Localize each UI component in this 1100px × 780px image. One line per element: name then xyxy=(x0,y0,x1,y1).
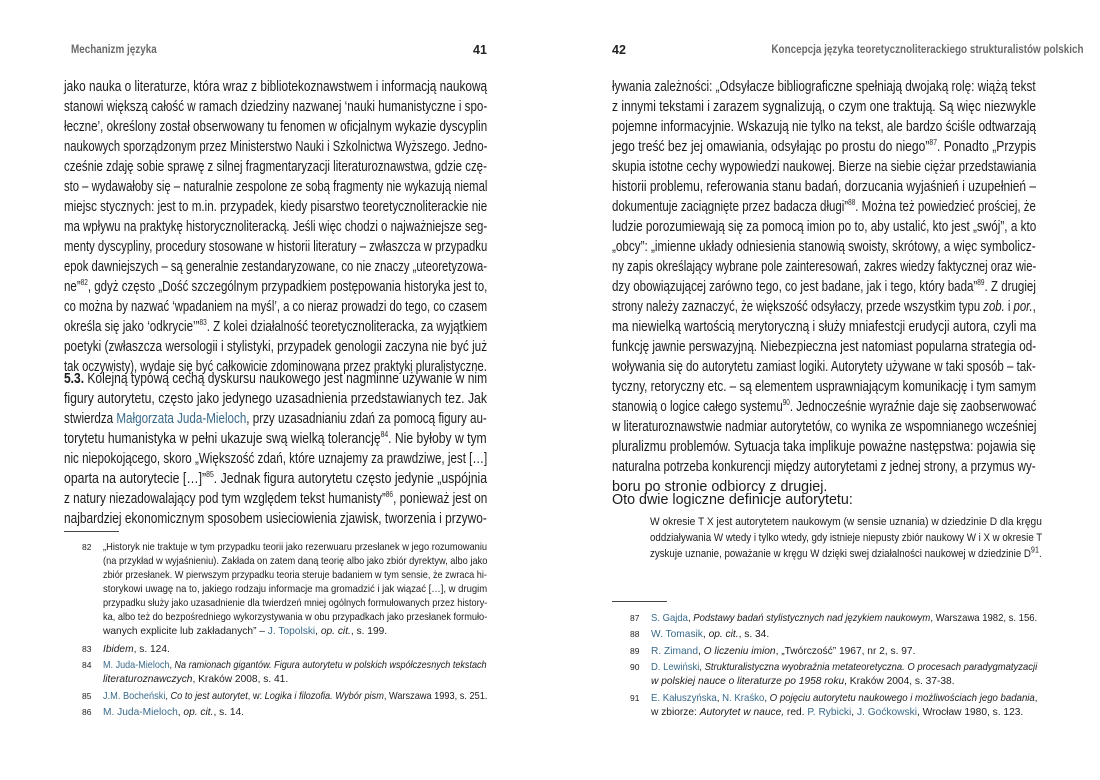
footnote-number: 86 xyxy=(82,707,92,717)
footnote-line: J.M. Bocheński, Co to jest autorytet, w: Logika i filozofia. Wybór pism, Warszawa 1993, s. 251. xyxy=(103,691,488,702)
quote-line: oddziaływania W wtedy i tylko wtedy, gdy istnieje niepusty zbiór naukowy W i X w okresie T xyxy=(650,532,1043,544)
footnote-line: storykowi uwagę na to, jakiego rodzaju informacje ma gromadzić i jak wiązać […], w drugim xyxy=(103,584,488,595)
quote-line: zyskuje uznanie, poważanie w kręgu W dzięki swej działalności naukowej w dziedzinie $D^{91}$. xyxy=(650,545,1042,560)
body-line: ne”$^{82}$, gdyż często „Dość szczególnym przypadkiem postępowania historyka jest to, xyxy=(64,278,488,295)
body-line: figury autorytetu, często jako jedynego uzasadnienia przedstawianych tez. Jak xyxy=(64,391,487,407)
footnote-ref-85[interactable]: 85 xyxy=(206,470,214,480)
footnote-ref-89[interactable]: 89 xyxy=(977,278,985,288)
body-line: funkcję jawnie perswazyjną. Niebezpieczna jest natomiast popularna strategia od- xyxy=(612,339,1037,355)
footnote-ref-88[interactable]: 88 xyxy=(848,198,856,208)
footnote-line: (na przykład w wyjaśnieniu). Zakłada on zatem daną teorię albo jako zbiór dyrektyw, albo jako xyxy=(103,556,488,567)
footnote-line: R. Zimand, O liczeniu imion, „Twórczość” 1967, nr 2, s. 97. xyxy=(651,646,916,657)
footnote-number: 89 xyxy=(630,646,640,656)
body-line: oparta na autorytecie […]”$^{85}$. Jednak figura autorytetu często jedynie „uspójnia xyxy=(64,470,488,487)
footnote-line: D. Lewiński, Strukturalistyczna wyobraźnia metateoretyczna. O procesach paradygmatyzacji xyxy=(651,662,1038,673)
footnote-line: w polskiej nauce o literaturze po 1958 roku, Kraków 2004, s. 37-38. xyxy=(651,676,955,687)
body-line: jako nauka o literaturze, która wraz z bibliotekoznawstwem i informacją naukową xyxy=(64,79,488,95)
body-line: stwierdza Małgorzata Juda-Mieloch, przy uzasadnianiu zdań za pomocą figury au- xyxy=(64,411,487,427)
footnote-divider xyxy=(64,531,119,532)
quote-line: W okresie T X jest autorytetem naukowym (w sensie uznania) w dziedzinie D dla kręgu xyxy=(650,516,1042,528)
author-link[interactable]: Małgorzata Juda-Mieloch xyxy=(116,411,247,427)
footnote-line: M. Juda-Mieloch, Na ramionach gigantów. Figura autorytetu w polskich współczesnych tekstach xyxy=(103,660,487,671)
footnote-number: 82 xyxy=(82,542,92,552)
footnote-number: 85 xyxy=(82,691,92,701)
body-line: cześnie zdaję sobie sprawę z silnej fragmentaryzacji literaturoznawstwa, gdzie czę- xyxy=(64,159,487,175)
footnote-ref-83[interactable]: 83 xyxy=(199,318,207,328)
author-link[interactable]: W. Tomasik xyxy=(651,629,703,640)
body-line: pluralizmu problemów. Sytuacja taka implikuje poważne następstwa: pojawia się xyxy=(612,439,1036,455)
running-head-right: Koncepcja języka teoretycznoliterackiego strukturalistów polskich xyxy=(771,44,1084,56)
body-line: z natury niezadowalający pod tym względem tekst humanisty”$^{86}$, ponieważ jest on xyxy=(64,490,488,507)
footnote-line: W. Tomasik, op. cit., s. 34. xyxy=(651,629,770,640)
footnote-line: przypadku służy jako uzasadnienie dla twierdzeń mniej ogólnych formułowanych przez history- xyxy=(103,598,488,609)
footnote-number: 83 xyxy=(82,644,92,654)
body-line: ma niewielką wartością merytoryczną i służy mniafestcji erudycji autora, czyli ma xyxy=(612,319,1037,335)
body-line: w literaturoznawstwie nadmiar autorytetów, co wynika ze wspomnianego wcześniej xyxy=(612,419,1037,435)
body-line: ludzie porozumiewają się za pomocą imion po to, aby ustalić, kto jest „swój”, a kto xyxy=(612,219,1037,235)
footnote-ref-82[interactable]: 82 xyxy=(80,278,88,288)
footnote-divider xyxy=(612,601,667,602)
body-line: stanowi większą całość w ramach dziedziny nazwanej ‘nauki humanistyczne i spo- xyxy=(64,99,488,115)
body-line: „obcy”: „imienne układy odniesienia stanowią swoisty, skrótowy, a więc symbolicz- xyxy=(612,239,1036,255)
body-line: boru po stronie odbiorcy z drugiej. xyxy=(612,479,828,495)
running-head-left: Mechanizm języka xyxy=(70,44,157,56)
author-link[interactable]: R. Zimand xyxy=(651,646,698,657)
footnote-line: S. Gajda, Podstawy badań stylistycznych nad językiem naukowym, Warszawa 1982, s. 156. xyxy=(651,613,1038,624)
footnote-line: literaturoznawczych, Kraków 2008, s. 41. xyxy=(103,674,289,685)
footnote-ref-84[interactable]: 84 xyxy=(380,430,389,440)
body-line: tak oczywisty), wydaje się być całkowicie zdominowana przez praktyki pluralistyczne. xyxy=(64,359,487,375)
author-link[interactable]: E. Kałuszyńska xyxy=(651,693,717,704)
body-line: łeczne’, określony został obserwowany tu fenomen w oficjalnym wykazie dyscyplin xyxy=(64,119,488,135)
author-link[interactable]: S. Gajda xyxy=(651,613,688,624)
body-line: określa się jako ‘odkrycie’”$^{83}$. Z kolei działalność teoretycznoliteracka, za wyjątkiem xyxy=(64,318,488,335)
body-line: torytetu humanistyka w pełni ukazuje swą wielką tolerancję$^{84}$. Nie byłoby w tym xyxy=(64,430,487,447)
body-line: woływania się do autorytetu zamiast logiki. Autorytety używane w taki sposób – tak- xyxy=(612,359,1036,375)
footnote-line: „Historyk nie traktuje w tym przypadku teorii jako rezerwuaru przesłanek w jego rozumowaniu xyxy=(103,542,488,553)
author-link[interactable]: M. Juda-Mieloch xyxy=(103,707,178,718)
body-line: ływania zależności: „Odsyłacze bibliograficzne spełniają dwojaką rolę: wiążą tekst xyxy=(612,79,1036,95)
author-link[interactable]: M. Juda-Mieloch xyxy=(103,660,170,671)
body-line: dzy obowiązującej zarówno tego, co jest badane, jak i tego, który bada”$^{89}$. Z drugiej xyxy=(612,278,1036,295)
body-line: stanowią o logice całego systemu$^{90}$. Jednocześnie wyraźnie daje się zaobserwować xyxy=(612,398,1037,415)
page-number-right: 42 xyxy=(612,43,626,57)
body-line: naturalna potrzeba konkurencji między autorytetami z jednej strony, a przymus wy- xyxy=(612,459,1036,475)
footnote-line: wanych explicite lub zakładanych” – J. Topolski, op. cit., s. 199. xyxy=(103,626,388,637)
footnote-number: 88 xyxy=(630,629,640,639)
body-line: 5.3. Kolejną typową cechą dyskursu naukowego jest nagminne używanie w nim xyxy=(64,371,488,387)
body-line: miejsc stycznych: jest to m.in. przypadek, kiedy pisarstwo teoretycznoliterackie nie xyxy=(64,199,488,215)
footnote-line: ka, albo też do bezpośredniego wykorzystywania w obu przypadkach jako przesłanek formuło- xyxy=(103,612,488,623)
body-line: epok dawniejszych – są generalnie zestandaryzowane, co nie znaczy „uteoretyzowa- xyxy=(64,259,488,275)
body-line: naukowych sporządzonym przez Ministerstwo Nauki i Szkolnictwa Wyższego. Jedno- xyxy=(64,139,488,155)
footnote-ref-87[interactable]: 87 xyxy=(929,138,937,148)
body-line: ma wpływu na praktykę historycznoliteracką. Jeśli więc chodzi o najważniejsze seg- xyxy=(64,219,488,235)
author-link[interactable]: N. Kraśko xyxy=(722,693,765,704)
author-link[interactable]: P. Rybicki xyxy=(807,707,852,718)
body-line: dokumentuje zaciągnięte przez badacza długi”$^{88}$. Można też powiedzieć prościej, że xyxy=(612,198,1036,215)
page-number-left: 41 xyxy=(473,43,487,57)
footnote-ref-90[interactable]: 90 xyxy=(782,398,790,408)
body-line: sto – wydawałoby się – naturalnie zespolone ze sobą fragmenty nie wykazują niemal xyxy=(64,179,488,195)
right-page xyxy=(550,0,1100,780)
definition-intro: Oto dwie logiczne definicje autorytetu: xyxy=(612,492,853,508)
body-line: co można by nazwać ‘wpadaniem na myśl’, a co nieraz prowadzi do tego, co czasem xyxy=(64,299,488,315)
footnote-line: zbiór przesłanek. W pierwszym przypadku teoria steruje badaniem w tym sensie, że zwraca hi- xyxy=(103,570,487,581)
body-line: historii problemu, referowania stanu badań, dorzucania wyjaśnień i uzupełnień – xyxy=(612,179,1037,195)
footnote-number: 84 xyxy=(82,660,92,670)
body-line: nic niepokojącego, skoro „Większość zdań, które uznajemy za prawdziwe, jest […] xyxy=(64,451,488,467)
author-link[interactable]: J.M. Bocheński xyxy=(103,691,166,702)
author-link[interactable]: J. Topolski xyxy=(267,626,316,637)
body-line: tyczny, retoryczny etc. – są elementem usprawniającym komunikację i tym samym xyxy=(612,379,1037,395)
body-line: strony należy zaznaczyć, że większość odsyłaczy, przede wszystkim typu zob. i por., xyxy=(612,299,1036,315)
footnote-line: E. Kałuszyńska, N. Kraśko, O pojęciu autorytetu naukowego i możliwościach jego badania, xyxy=(651,693,1038,704)
body-line: z innymi tekstami i zarazem sygnalizują, o czym one traktują. Są więc niezwykle xyxy=(612,99,1037,115)
section-number: 5.3. xyxy=(64,371,85,387)
body-line: jego treść bez jej omawiania, odsyłając po prostu do niego”$^{87}$. Ponadto „Przypis xyxy=(612,138,1037,155)
footnote-ref-91[interactable]: 91 xyxy=(1030,545,1039,555)
footnote-number: 91 xyxy=(630,693,640,703)
body-line: skupia istotne cechy wypowiedzi naukowej. Bierze na siebie ciężar przedstawiania xyxy=(612,159,1037,175)
body-line: ny zapis określający wybrane pole zainteresowań, zakres wiedzy faktycznej oraz wie- xyxy=(612,259,1037,275)
body-line: menty dyscypliny, procedury stosowane w historii literatury – zwłaszcza w przypadku xyxy=(64,239,488,255)
footnote-number: 87 xyxy=(630,613,640,623)
footnote-number: 90 xyxy=(630,662,640,672)
author-link[interactable]: J. Gоćkowski xyxy=(856,707,917,718)
body-line: pojemne informacyjnie. Wskazują nie tylko na tekst, ale bardzo ściśle odtwarzają xyxy=(612,119,1036,135)
footnote-line: Ibidem, s. 124. xyxy=(103,644,170,655)
footnote-line: M. Juda-Mieloch, op. cit., s. 14. xyxy=(103,707,245,718)
author-link[interactable]: D. Lewiński xyxy=(651,662,700,673)
footnote-ref-86[interactable]: 86 xyxy=(385,490,394,500)
body-line: poetyki (zwłaszcza wersologii i stylistyki, przypadek genologii zaczyna nie być już xyxy=(64,339,488,355)
footnote-line: w zbiorze: Autorytet w nauce, red. P. Rybicki, J. Gоćkowski, Wrocław 1980, s. 123. xyxy=(651,707,1024,718)
body-line: najbardziej ekonomicznym sposobem usieciowienia zjawisk, tworzenia i przywo- xyxy=(64,511,487,527)
